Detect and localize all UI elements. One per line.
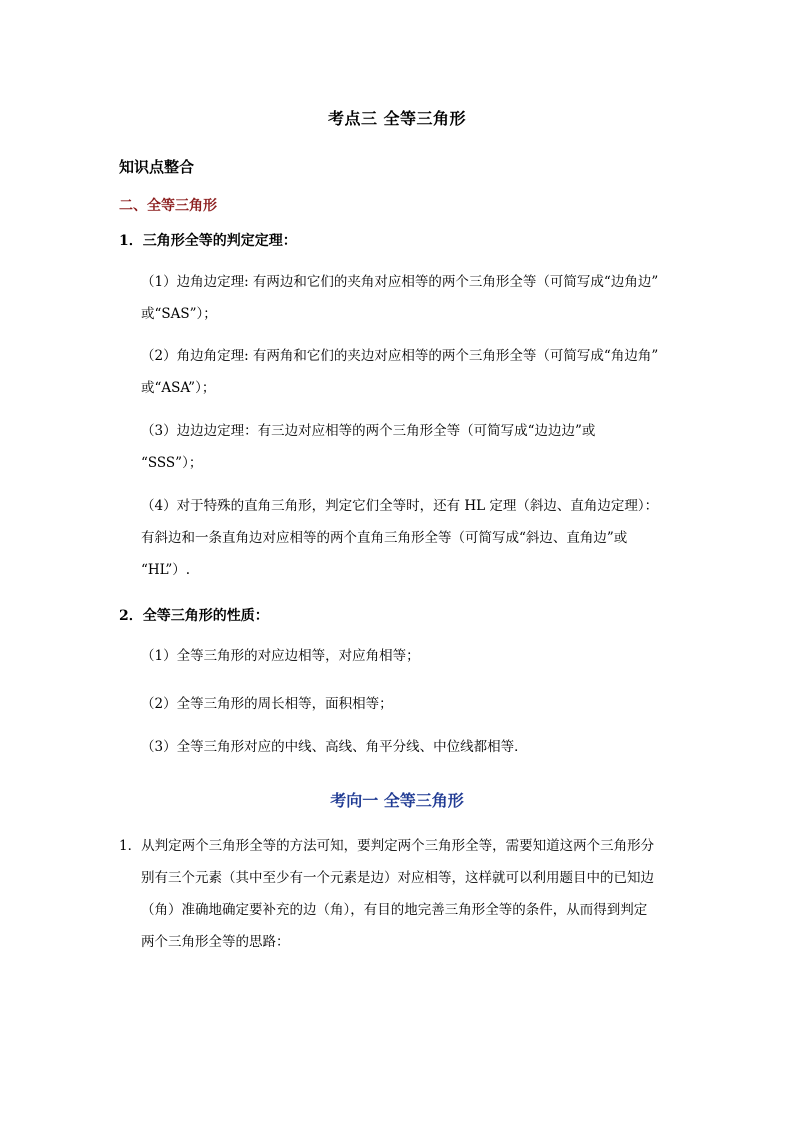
- property-2-line: （2）全等三角形的周长相等，面积相等；: [141, 696, 393, 712]
- property-2: [141, 688, 681, 720]
- theorem-asa: [141, 340, 681, 404]
- property-1-line: （1）全等三角形的对应边相等，对应角相等；: [141, 648, 420, 664]
- subsection-heading: 二、全等三角形: [119, 198, 217, 214]
- list-item-1-line-1: 1．从判定两个三角形全等的方法可知，要判定两个三角形全等，需要知道这两个三角形分: [119, 838, 655, 854]
- theorem-hl-line-3: “HL”）.: [141, 562, 191, 578]
- theorem-sss: [141, 415, 681, 479]
- theorem-sss-line-2: “SSS”）；: [141, 455, 203, 471]
- theorem-sas-line-2: 或“SAS”）；: [141, 306, 217, 322]
- theorem-asa-line-2: 或“ASA”）；: [141, 380, 216, 396]
- theorem-sss-line-1: （3）边边边定理：有三边对应相等的两个三角形全等（可简写成“边边边”或: [141, 423, 596, 439]
- list-item-1-line-2: 别有三个元素（其中至少有一个元素是边）对应相等，这样就可以利用题目中的已知边: [141, 870, 654, 886]
- theorem-hl-line-2: 有斜边和一条直角边对应相等的两个直角三角形全等（可简写成“斜边、直角边”或: [141, 530, 628, 546]
- section-heading: 知识点整合: [119, 158, 195, 176]
- part2-heading: 2．全等三角形的性质：: [119, 608, 269, 624]
- list-item-1: [119, 830, 679, 958]
- part1-heading: 1．三角形全等的判定定理：: [119, 233, 297, 249]
- direction-title: 考向一 全等三角形: [330, 791, 464, 810]
- property-3-line: （3）全等三角形对应的中线、高线、角平分线、中位线都相等．: [141, 739, 528, 755]
- theorem-sas: [141, 266, 681, 330]
- page-title: 考点三 全等三角形: [327, 109, 467, 128]
- theorem-hl-line-1: （4）对于特殊的直角三角形，判定它们全等时，还有 HL 定理（斜边、直角边定理）：: [141, 498, 659, 514]
- theorem-asa-line-1: （2）角边角定理: 有两角和它们的夹边对应相等的两个三角形全等（可简写成“角边角”: [141, 348, 659, 364]
- list-item-1-line-3: （角）准确地确定要补充的边（角），有目的地完善三角形全等的条件，从而得到判定: [141, 902, 648, 918]
- theorem-hl: [141, 490, 681, 586]
- property-3: [141, 731, 681, 763]
- property-1: [141, 640, 681, 672]
- list-item-1-line-4: 两个三角形全等的思路：: [141, 934, 290, 950]
- theorem-sas-line-1: （1）边角边定理: 有两边和它们的夹角对应相等的两个三角形全等（可简写成“边角边”: [141, 274, 659, 290]
